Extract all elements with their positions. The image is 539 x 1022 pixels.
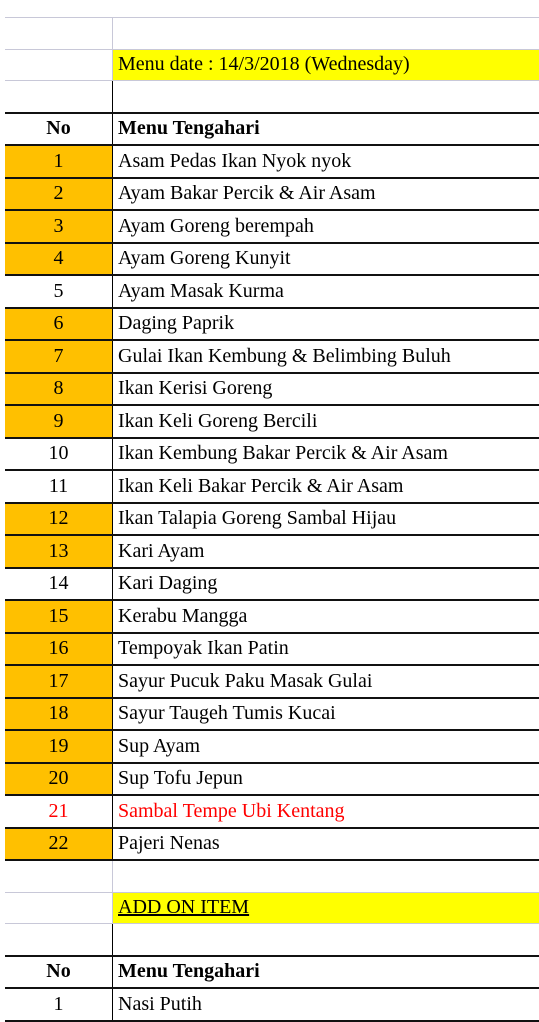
table-row [5, 211, 539, 244]
cell-menu-name[interactable]: Ayam Goreng berempah [118, 214, 314, 237]
menu-date-row [5, 50, 539, 82]
cell-menu-name[interactable]: Ayam Goreng Kunyit [118, 247, 291, 270]
cell-no[interactable]: 19 [5, 731, 113, 762]
cell-no[interactable]: 20 [5, 764, 113, 795]
table-row [5, 764, 539, 797]
table-row [5, 731, 539, 764]
header-title[interactable]: Menu Tengahari [118, 960, 260, 983]
cell-empty[interactable] [5, 861, 113, 892]
menu-date-cell[interactable]: Menu date : 14/3/2018 (Wednesday) [113, 50, 539, 81]
cell-no[interactable]: 15 [5, 601, 113, 632]
cell-empty[interactable] [113, 924, 539, 955]
cell-menu-name[interactable]: Sup Tofu Jepun [118, 767, 243, 790]
cell-menu-name[interactable]: Ikan Talapia Goreng Sambal Hijau [118, 507, 397, 530]
cell-empty[interactable] [5, 81, 113, 112]
blank-row [5, 924, 539, 957]
cell-menu-name[interactable]: Ayam Masak Kurma [118, 279, 284, 302]
cell-menu-name[interactable]: Daging Paprik [118, 312, 235, 335]
cell-no[interactable]: 16 [5, 634, 113, 665]
header-no[interactable]: No [5, 114, 113, 145]
cell-menu-name[interactable]: Nasi Putih [118, 992, 202, 1015]
addon-header-row [5, 957, 539, 990]
cell-no[interactable]: 1 [5, 989, 113, 1020]
cell-menu-name[interactable]: Asam Pedas Ikan Nyok nyok [118, 149, 352, 172]
cell-menu-name[interactable]: Ikan Kembung Bakar Percik & Air Asam [118, 442, 448, 465]
cell-no[interactable]: 2 [5, 179, 113, 210]
blank-row [5, 81, 539, 114]
cell-no[interactable]: 8 [5, 374, 113, 405]
table-row [5, 276, 539, 309]
table-row [5, 601, 539, 634]
cell-no[interactable]: 5 [5, 276, 113, 307]
cell-no[interactable]: 12 [5, 504, 113, 535]
cell-menu-name[interactable]: Sayur Taugeh Tumis Kucai [118, 702, 336, 725]
cell-no[interactable]: 17 [5, 666, 113, 697]
table-row [5, 829, 539, 862]
cell-menu-name[interactable]: Sayur Pucuk Paku Masak Gulai [118, 669, 373, 692]
cell-empty[interactable] [113, 81, 539, 112]
cell-menu-name[interactable]: Gulai Ikan Kembung & Belimbing Buluh [118, 344, 451, 367]
table-row [5, 569, 539, 602]
cell-no[interactable]: 3 [5, 211, 113, 242]
cell-no[interactable]: 14 [5, 569, 113, 600]
cell-no[interactable]: 10 [5, 439, 113, 470]
table-row [5, 504, 539, 537]
table-row [5, 244, 539, 277]
table-row [5, 471, 539, 504]
cell-no[interactable]: 4 [5, 244, 113, 275]
table-row [5, 309, 539, 342]
cell-no[interactable]: 18 [5, 699, 113, 730]
table-row [5, 439, 539, 472]
blank-row [5, 17, 539, 50]
table-row [5, 666, 539, 699]
cell-empty[interactable] [5, 893, 113, 924]
menu-items [5, 146, 539, 861]
cell-menu-name[interactable]: Sup Ayam [118, 734, 201, 757]
cell-menu-name[interactable]: Kari Ayam [118, 539, 205, 562]
add-on-item-cell[interactable]: ADD ON ITEM [113, 893, 539, 924]
header-title[interactable]: Menu Tengahari [118, 117, 260, 140]
cell-empty[interactable] [113, 18, 539, 49]
cell-menu-name[interactable]: Kerabu Mangga [118, 604, 248, 627]
cell-menu-name[interactable]: Pajeri Nenas [118, 832, 220, 855]
menu-sheet [5, 17, 539, 1022]
add-on-row [5, 893, 539, 925]
table-row [5, 406, 539, 439]
table-row [5, 699, 539, 732]
table-row [5, 374, 539, 407]
cell-menu-name[interactable]: Ayam Bakar Percik & Air Asam [118, 182, 376, 205]
cell-no[interactable]: 13 [5, 536, 113, 567]
table-row [5, 536, 539, 569]
table-row [5, 989, 539, 1022]
cell-menu-name[interactable]: Sambal Tempe Ubi Kentang [118, 799, 345, 822]
cell-no[interactable]: 22 [5, 829, 113, 860]
cell-no[interactable]: 6 [5, 309, 113, 340]
cell-menu-name[interactable]: Ikan Keli Goreng Bercili [118, 409, 318, 432]
table-row [5, 634, 539, 667]
table-row [5, 146, 539, 179]
blank-row [5, 861, 539, 893]
table-header-row [5, 114, 539, 147]
cell-no[interactable]: 1 [5, 146, 113, 177]
cell-menu-name[interactable]: Ikan Keli Bakar Percik & Air Asam [118, 474, 404, 497]
table-row [5, 179, 539, 212]
cell-no[interactable]: 11 [5, 471, 113, 502]
cell-no[interactable]: 21 [5, 796, 113, 827]
addon-items [5, 989, 539, 1022]
cell-empty[interactable] [113, 861, 539, 892]
cell-no[interactable]: 7 [5, 341, 113, 372]
header-no[interactable]: No [5, 957, 113, 988]
cell-menu-name[interactable]: Ikan Kerisi Goreng [118, 377, 273, 400]
cell-menu-name[interactable]: Tempoyak Ikan Patin [118, 637, 289, 660]
table-row [5, 341, 539, 374]
cell-empty[interactable] [5, 18, 113, 49]
table-row [5, 796, 539, 829]
cell-no[interactable]: 9 [5, 406, 113, 437]
cell-empty[interactable] [5, 50, 113, 81]
cell-empty[interactable] [5, 924, 113, 955]
cell-menu-name[interactable]: Kari Daging [118, 572, 218, 595]
